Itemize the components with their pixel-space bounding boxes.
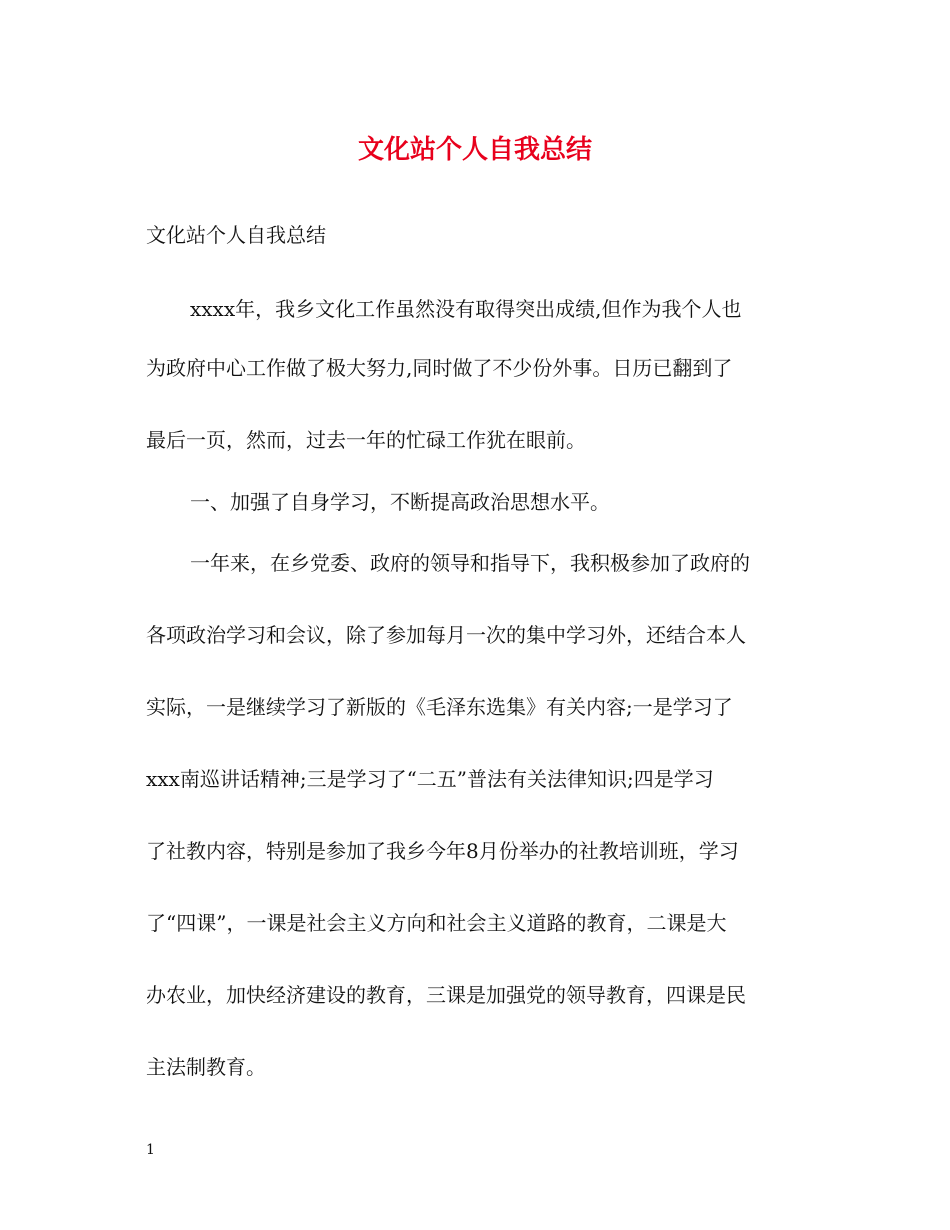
page-number: 1 (146, 1142, 155, 1158)
body-line: 各项政治学习和会议，除了参加每月一次的集中学习外，还结合本人 (146, 623, 746, 647)
document-title: 文化站个人自我总结 (357, 135, 592, 165)
body-line: 一、加强了自身学习，不断提高政治思想水平。 (190, 490, 610, 514)
body-line: xxx南巡讲话精神;三是学习了“二五”普法有关法律知识;四是学习 (146, 767, 714, 791)
body-line: 了社教内容，特别是参加了我乡今年8月份举办的社教培训班，学习 (146, 839, 739, 863)
body-line: 了“四课”，一课是社会主义方向和社会主义道路的教育，二课是大 (146, 911, 727, 935)
body-line: 文化站个人自我总结 (146, 223, 326, 247)
body-line: 办农业，加快经济建设的教育，三课是加强党的领导教育，四课是民 (146, 983, 746, 1007)
body-line: 实际，一是继续学习了新版的《毛泽东选集》有关内容;一是学习了 (146, 695, 733, 719)
body-line: 为政府中心工作做了极大努力,同时做了不少份外事。日历已翻到了 (146, 356, 733, 380)
body-line: 最后一页，然而，过去一年的忙碌工作犹在眼前。 (146, 428, 586, 452)
body-line: 主法制教育。 (146, 1055, 266, 1079)
body-line: 一年来，在乡党委、政府的领导和指导下，我积极参加了政府的 (190, 551, 750, 575)
body-line: xxxx年，我乡文化工作虽然没有取得突出成绩,但作为我个人也 (190, 297, 742, 321)
